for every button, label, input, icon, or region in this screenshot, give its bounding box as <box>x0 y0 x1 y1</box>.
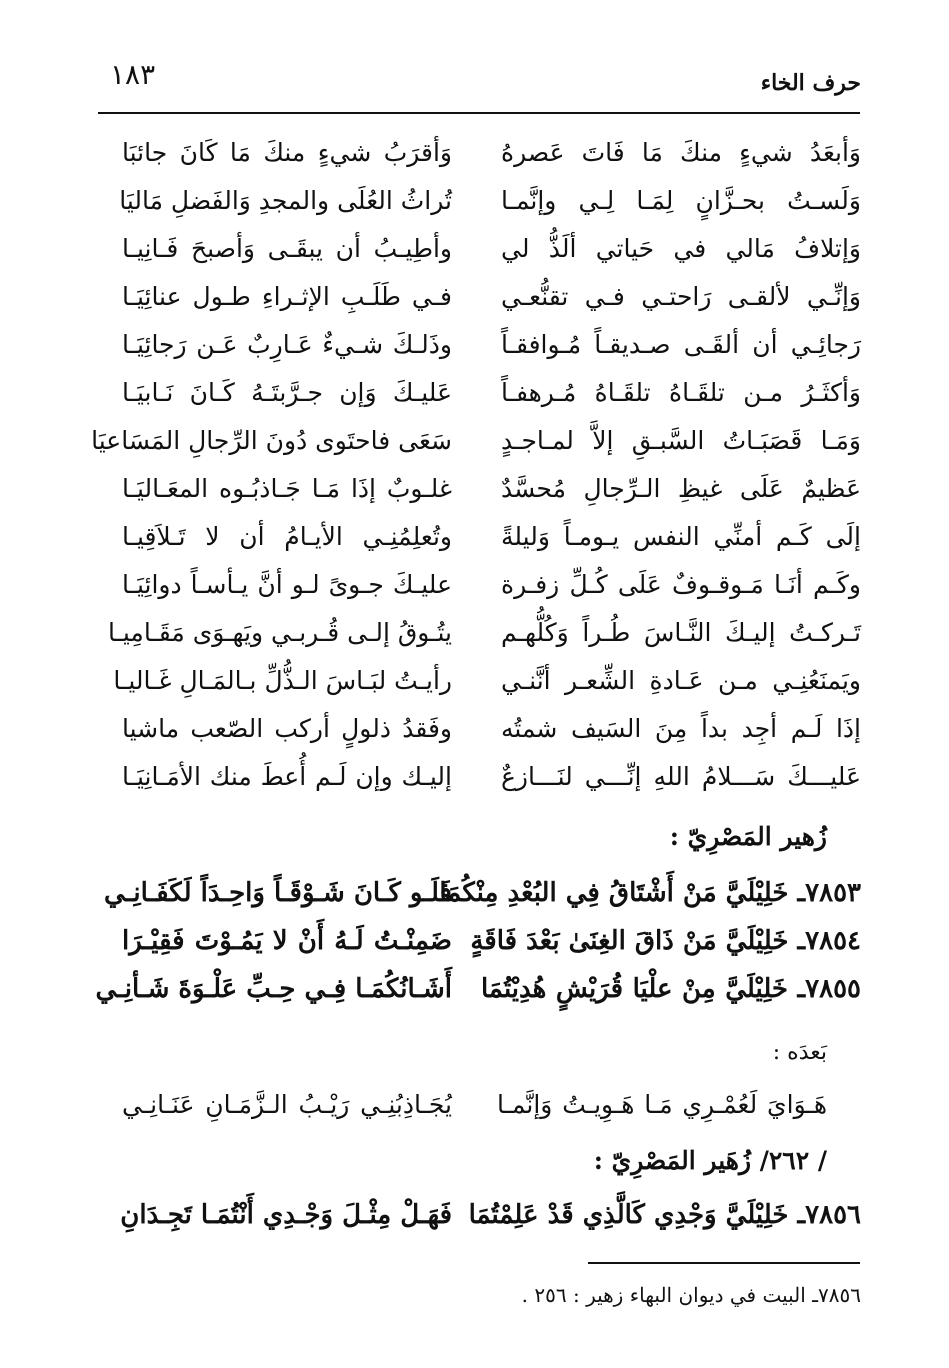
verse-second-hemistich: أَشَـانُكُمَـا فِـي حِـبِّ عَلْـوَةَ شَـأنِـي <box>95 974 452 1004</box>
numbered-verse <box>0 974 949 1018</box>
verse-second-hemistich: وتُعلِمُنِـي الأيـامُ أن لا تَـلاَقِيـا <box>122 522 452 551</box>
verse-first-hemistich: عَظيمٌ عَلَى غيظِ الـرِّجالِ مُحسَّدٌ <box>501 474 861 503</box>
verse-first-hemistich: وكَـم أنَـا مَـوقـوفٌ عَلَى كُـلِّ زفـرة <box>501 570 861 599</box>
verse-line <box>0 330 949 374</box>
verse-first-hemistich: تَـركـتُ إليـكَ النَّـاسَ طُـراً وَكُلُّهـم <box>501 618 861 647</box>
numbered-verse <box>0 926 949 970</box>
verse-first-hemistich: إذَا لَـم أجِد بداً مِنَ السَيف شمتُه <box>501 714 861 743</box>
footnote-divider <box>588 1262 860 1264</box>
verse-line <box>0 522 949 566</box>
after-label: بَعدَه : <box>772 1040 827 1065</box>
verse-second-hemistich: وفَقدُ ذلولٍ أركب الصّعب ماشيا <box>122 714 452 743</box>
verse-line <box>0 666 949 710</box>
verse-second-hemistich: فـي طَلَـبِ الإثـراءِ طـول عنائِيَـا <box>122 282 452 311</box>
verse-line <box>0 618 949 662</box>
poet-attribution: / ٢٦٢/ زُهَير المَصْرِيّ : <box>593 1146 827 1175</box>
verse-second-hemistich: يتُـوقُ إلـى قُـربـي ويَهـوَى مَقَـامِيـا <box>107 618 452 647</box>
verse-line <box>0 474 949 518</box>
verse-second-hemistich: عليـكَ جـوىً لـو أنَّ يـأسـاً دوائِيَـا <box>122 570 452 599</box>
footnote: ٧٨٥٦ـ البيت في ديوان البهاء زهير : ٢٥٦ . <box>521 1283 861 1307</box>
page-number: ١٨٣ <box>110 58 156 91</box>
verse-line <box>0 570 949 614</box>
verse-second-hemistich: يُجَـاذِبُنِـي رَيْـبُ الـزَّمَـانِ عَنَـانِـي <box>122 1090 452 1119</box>
verse-first-hemistich: ٧٨٥٣ـ خَلِيْلَيَّ مَنْ أَشْتَاقُ فِي البُعْدِ مِنْكُمَا <box>439 878 861 908</box>
poet-attribution: زُهير المَصْرِيّ : <box>669 822 827 851</box>
verse-second-hemistich: غلـوبٌ إذَا مَـا جَـاذبُـوه المعَـاليَـا <box>122 474 452 503</box>
verse-line <box>0 186 949 230</box>
verse-line <box>0 1090 949 1134</box>
numbered-verse <box>0 1200 949 1244</box>
verse-first-hemistich: وَمَـا قَصَبَـاتُ السَّبـقِ إلاَّ لمـاجـدٍ <box>501 426 861 455</box>
verse-second-hemistich: وأطِيـبُ أن يبقَـى وَأصبحَ فَـانِيـا <box>122 234 452 263</box>
verse-line <box>0 138 949 182</box>
chapter-title: حرف الخاء <box>760 70 861 96</box>
verse-second-hemistich: ضَمِنْـتُ لَـهُ أَنْ لا يَمُـوْتَ فَقِيْـرَا <box>122 926 452 956</box>
verse-first-hemistich: ويَمنَعُنِـي مـن عَـادةِ الشِّعـر أنَّنـي <box>501 666 861 695</box>
verse-line <box>0 762 949 806</box>
verse-second-hemistich: تُراثُ العُلَى والمجدِ وَالفَضلِ مَاليَا <box>119 186 452 215</box>
verse-line <box>0 714 949 758</box>
verse-first-hemistich: ٧٨٥٦ـ خَلِيْلَيَّ وَجْدِي كَالَّذِي قَدْ عَلِمْتُمَا <box>468 1200 861 1230</box>
verse-first-hemistich: هَـوَايَ لَعُمْـرِي مَـا هَـوِيـتُ وَإنَّمـا <box>497 1090 827 1119</box>
verse-second-hemistich: وَأقرَبُ شيءٍ منكَ مَا كَانَ جائبَا <box>122 138 452 167</box>
verse-line <box>0 234 949 278</box>
verse-first-hemistich: وَأكثَـرُ مـن تلقَـاهُ تلقَـاهُ مُـرهفـاً <box>501 378 861 407</box>
verse-second-hemistich: إليـك وإن لَـم أُعطَ منك الأمَـانِيَـا <box>122 762 452 791</box>
numbered-verse <box>0 878 949 922</box>
verse-second-hemistich: فَلَـو كَـانَ شَـوْقَـاً وَاحِـدَاً لَكَفَـانِـي <box>104 878 452 908</box>
verse-first-hemistich: إلَى كَـم أمنِّي النفس يـومـاً وَليلةً <box>501 522 861 551</box>
verse-second-hemistich: رأيـتُ لبَـاسَ الـذُّلِّ بـالمَـالِ غَـاليـا <box>113 666 452 695</box>
verse-second-hemistich: فَهَـلْ مِثْـلَ وَجْـدِي أَنْتُمَـا تَجِـدَانِ <box>120 1200 452 1230</box>
verse-second-hemistich: عَليـكَ وَإن جـرَّبتَـهُ كَـانَ نَـابيَـا <box>122 378 452 407</box>
verse-line <box>0 378 949 422</box>
verse-first-hemistich: وَلَسـتُ بحـزَّانٍ لِمَـا لِـي وإنَّمـا <box>501 186 861 215</box>
verse-first-hemistich: ٧٨٥٥ـ خَلِيْلَيَّ مِنْ علْيَا قُرَيْشٍ هُدِيْتُمَا <box>481 974 861 1004</box>
verse-second-hemistich: وذَلـكَ شـيءٌ عَـارِبٌ عَـن رَجائِيَـا <box>122 330 452 359</box>
verse-first-hemistich: وَإتلافُ مَالي في حَياتي ألَذُّ لي <box>501 234 861 263</box>
verse-first-hemistich: وَأبعَدُ شيءٍ منكَ مَا فَاتَ عَصرهُ <box>501 138 861 167</box>
verse-line <box>0 282 949 326</box>
verse-second-hemistich: سَعَى فاحتَوى دُونَ الرِّجالِ المَسَاعيَا <box>91 426 452 455</box>
verse-line <box>0 426 949 470</box>
header-divider <box>98 112 860 114</box>
verse-first-hemistich: وَإنِّـي لألقـى رَاحتـي فـي تقنُّعـي <box>501 282 861 311</box>
verse-first-hemistich: ٧٨٥٤ـ خَلِيْلَيَّ مَنْ ذَاقَ الغِنَىٰ بَعْدَ فَاقَةٍ <box>470 926 861 956</box>
verse-first-hemistich: عَليـــكَ سَـــلامُ اللهِ إنِّـــي لنَـــازعٌ <box>501 762 861 791</box>
verse-first-hemistich: رَجائِـي أن ألقَـى صـديقـاً مُـوافقـاً <box>501 330 861 359</box>
